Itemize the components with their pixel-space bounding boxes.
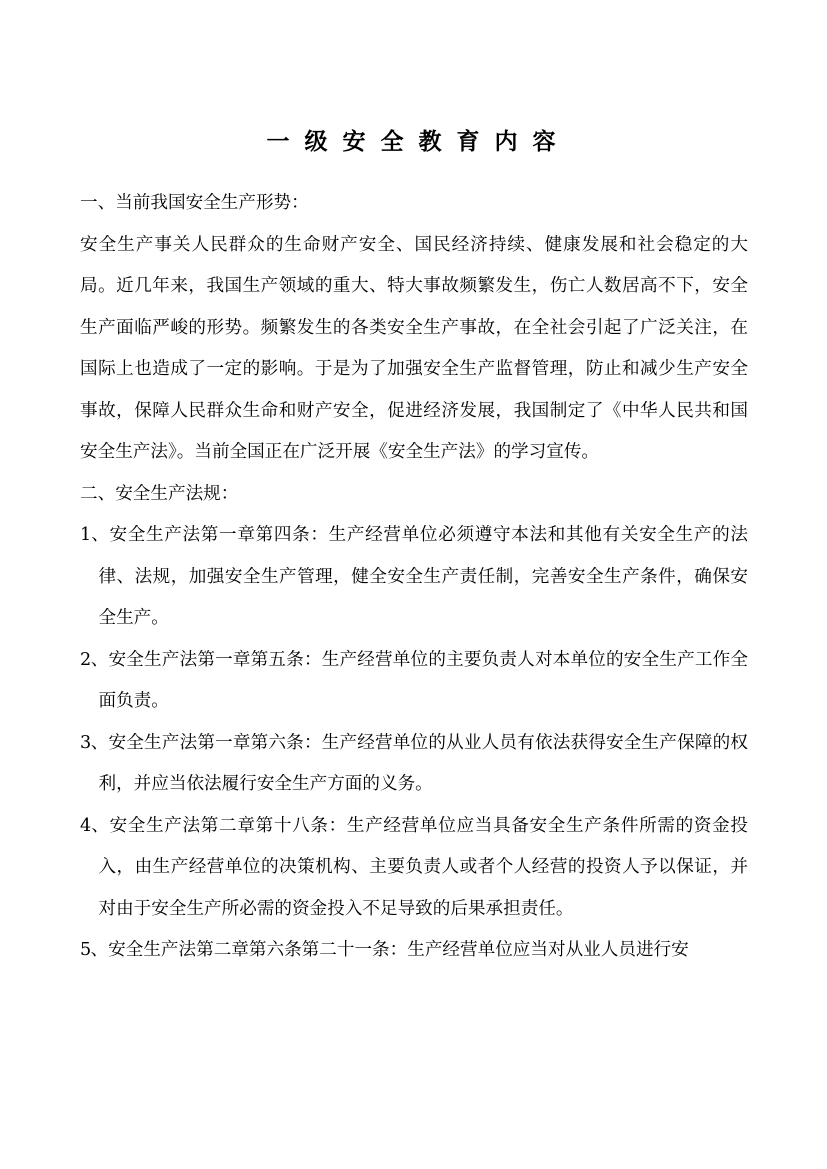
section-1-heading: 一、当前我国安全生产形势： bbox=[80, 193, 309, 213]
law-item-text: 、安全生产法第一章第四条：生产经营单位必须遵守本法和其他有关安全生产的法律、法规，加强安全生产管理，健全安全生产责任制，完善安全生产条件，确保安全生产。 bbox=[90, 525, 748, 628]
section-2-heading: 二、安全生产法规： bbox=[80, 483, 239, 504]
law-item-number: 5 bbox=[80, 940, 92, 960]
document-body bbox=[80, 183, 748, 972]
law-item bbox=[80, 640, 748, 723]
law-item-text: 、安全生产法第二章第六条第二十一条：生产经营单位应当对从业人员进行安 bbox=[90, 940, 689, 960]
law-item bbox=[80, 515, 748, 640]
law-item bbox=[80, 806, 748, 931]
law-item-number: 4 bbox=[80, 815, 92, 836]
law-item-number: 3 bbox=[80, 732, 92, 753]
law-item-number: 2 bbox=[80, 649, 92, 670]
document-title: 一级安全教育内容 bbox=[266, 128, 571, 155]
law-item bbox=[80, 723, 748, 806]
law-item-number: 1 bbox=[80, 525, 92, 545]
section-1-paragraph: 安全生产事关人民群众的生命财产安全、国民经济持续、健康发展和社会稳定的大局。近几年来，我国生产领域的重大、特大事故频繁发生，伤亡人数居高不下，安全生产面临严峻的形势。频繁发生的各类安全生产事故，在全社会引起了广泛关注，在国际上也造成了一定的影响。于是为了加强安全生产监督管理，防止和减少生产安全事故，保障人民群众生命和财产安全，促进经济发展，我国制定了《中华人民共和国安全生产法》。当前全国正在广泛开展《安全生产法》的学习宣传。 bbox=[80, 234, 748, 462]
law-item-text: 、安全生产法第一章第六条：生产经营单位的从业人员有依法获得安全生产保障的权利，并应当依法履行安全生产方面的义务。 bbox=[90, 732, 748, 794]
law-item-text: 、安全生产法第二章第十八条：生产经营单位应当具备安全生产条件所需的资金投入，由生产经营单位的决策机构、主要负责人或者个人经营的投资人予以保证，并对由于安全生产所必需的资金投入不足导致的后果承担责任。 bbox=[90, 815, 748, 919]
law-item bbox=[80, 930, 748, 972]
law-item-text: 、安全生产法第一章第五条：生产经营单位的主要负责人对本单位的安全生产工作全面负责。 bbox=[90, 649, 748, 711]
